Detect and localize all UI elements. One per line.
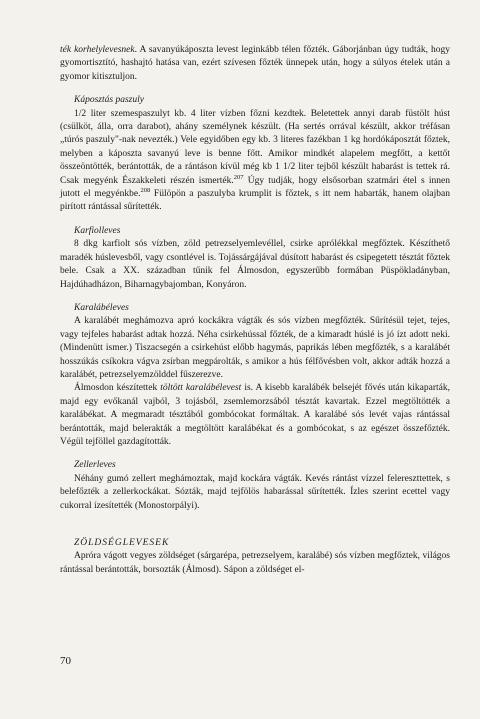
recipe-text-italic: töltött karalábélevest [160,383,242,394]
recipe-text-karalabeleves-2 [60,382,450,449]
recipe-text-part: is. A kisebb karalábék belsejét fővés után kikaparták, majd egy evőkanál vajból, 3 tojásból, zsemlemorzsából tésztát kavartak. Ezzel megtöltötték a karalábékat. A megmaradt tésztából gombócokat formáltak. A karalábé sós levét vajas rántással berántották, majd belerakták a megtöltött karalábékat és a gombócokat, s az egészet összefőzték. Végül tejföllel gazdagították. [60,383,450,447]
recipe-text-part: Álmosdon készítettek [74,383,161,394]
recipe-text-zellerleves: Néhány gumó zellert meghámoztak, majd kockára vágták. Kevés rántást vízzel felereszttettek, s belefőzték a zellerkockákat. Sózták, majd tejfölös habarással sűrítették. Ízles szerint ecettel vagy cukorral ízesítették (Monostorpályi). [60,473,450,511]
recipe-text-part: Fülöpön a paszulyba krumplit is főztek, s itt nem habarták, hanem olajban pirított rántással sűrítették. [60,189,450,213]
recipe-text-karfiolleves: 8 dkg karfiolt sós vízben, zöld petrezselyemlevéllel, csirke aprólékkal megfőztek. Készíthető maradék húslevesből, vagy csontlével is. Tojássárgájával dúsított habarást és csipegetett tésztát főztek bele. Csak a XX. században tűnik fel Álmosdon, egyszerűbb formában Püspökladányban, Hajdúhadházon, Biharnagybajomban, Konyáron. [60,239,450,290]
recipe-heading-karfiolleves: Karfiolleves [74,225,121,236]
recipe-heading-karalabeleves: Karalábéleves [74,302,129,313]
recipe-text-kaposztas-paszuly [60,108,450,215]
recipe-text-karalabeleves: A karalábét meghámozva apró kockákra vágták és sós vízben megfőzték. Sűrítésül tejet, tejes, vagy tejfeles habarást adtak hozzá. Néha csirkehússal főzték, de a kimaradt húslé is jó ízt adott neki. (Mindenütt ismer.) Tiszacsegén a csirkehúst előbb hagymás, paprikás lében megfőzték, s a karalábét hosszúkás csíkokra vágva zsírban megpárolták, s amikor a hús félfővésben volt, akkor adták hozzá a karalábét, petrezselyemzölddel fűszerezve. [60,316,450,380]
recipe-text-part: 1/2 liter szemespaszulyt kb. 4 liter vízben főzni kezdtek. Beletettek annyi darab füstölt húst (csülköt, álla, orra darabot), ahány személynek készült. (Ha sertés orrával készült, akkor tréfásan „túrós paszuly"-nak nevezték.) Vele egyidőben egy kb. 3 literes fazékban 1 kg hordókáposztát főztek, melyben a káposzta savanyú leve is benne főtt. Amikor mindkét alapelem megfőtt, a kettőt összeöntötték, berántották, de a rántáson kívül még kb 1 1/2 liter tejből készült habarást is tettek rá. Csak megyénk Északkeleti részén ismerték. [60,108,450,186]
page-body [60,44,450,577]
recipe-heading-zellerleves: Zellerleves [74,460,116,471]
page-number: 70 [60,655,71,667]
section-title-zoldseglevesek: ZÖLDSÉGLEVESEK [74,538,170,548]
intro-text: . A savanyúkáposzta levest leginkább télen főzték. Gáborjánban úgy tudták, hogy gyomortisztító, hashajtó hatása van, ezért szívesen főzték ünnepek után, hogy a súlyos ételek után a gyomor kitisztuljon. [60,45,451,82]
recipe-text-part: Úgy tudják, hogy elsősorban szatmári étel s innen jutott el megyénkbe. [60,175,450,200]
footnote-ref: 208 [140,186,151,194]
recipe-heading-kaposztas-paszuly: Káposztás paszuly [74,95,144,106]
footnote-ref: 207 [233,173,244,181]
intro-lead-italic: ték korhelylevesnek [60,45,135,55]
section-text-zoldseglevesek: Apróra vágott vegyes zöldséget (sárgarépa, petrezselyem, karalábé) sós vízben megfőztek, világos rántással berántották, borsozták (Álmosd). Sápon a zöldséget el- [60,551,450,575]
intro-paragraph [60,44,450,84]
